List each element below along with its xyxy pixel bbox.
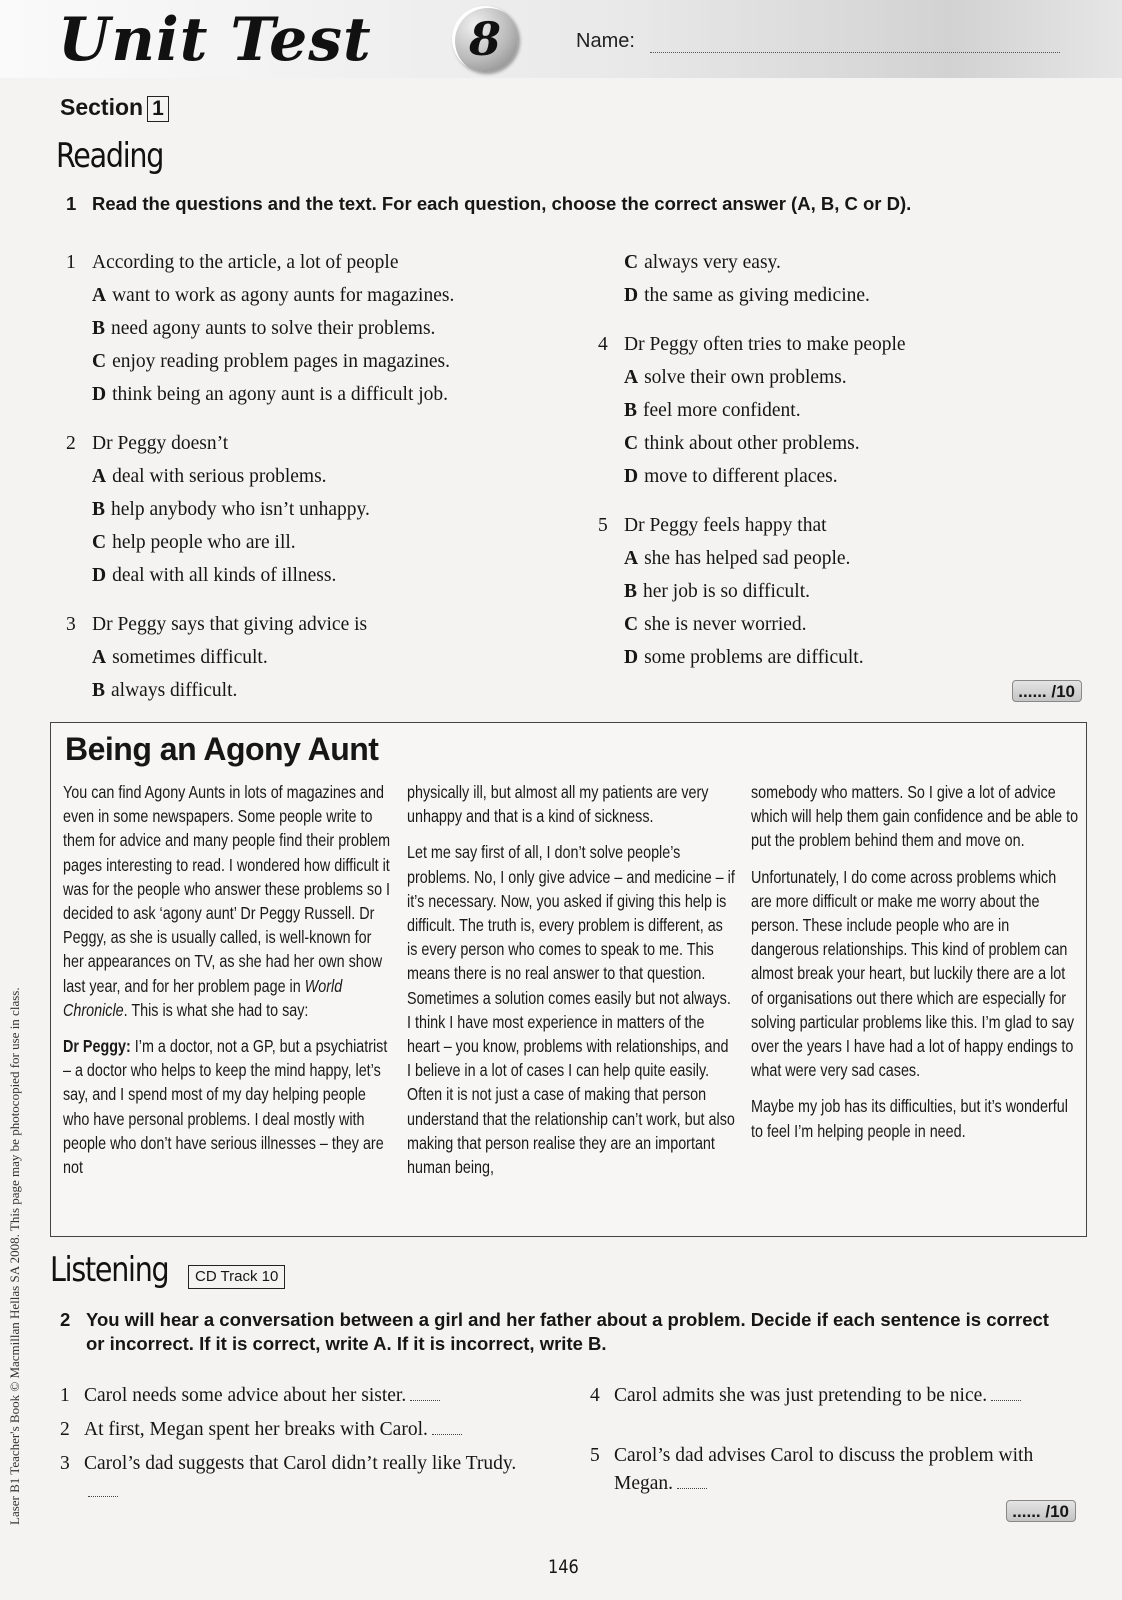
question-stem-text: Dr Peggy feels happy that	[624, 515, 827, 536]
answer-option[interactable]	[66, 460, 586, 493]
section-label-text: Section	[60, 94, 144, 120]
answer-option[interactable]	[66, 674, 586, 707]
option-text: sometimes difficult.	[112, 647, 268, 668]
answer-blank[interactable]	[88, 1482, 118, 1497]
option-text: need agony aunts to solve their problems.	[111, 318, 436, 339]
option-letter: B	[624, 581, 638, 602]
answer-option[interactable]	[598, 608, 1078, 641]
item-number: 3	[60, 1453, 70, 1474]
article-column-1	[63, 780, 391, 1191]
option-text: think about other problems.	[644, 433, 860, 454]
option-letter: A	[92, 466, 107, 487]
answer-option[interactable]	[66, 526, 586, 559]
question-number: 5	[598, 515, 608, 536]
answer-option[interactable]	[598, 542, 1078, 575]
cd-track-label: CD Track 10	[188, 1265, 285, 1289]
publication-name: World Chronicle	[63, 975, 343, 1020]
question-stem	[598, 509, 1078, 542]
article-paragraph: somebody who matters. So I give a lot of advice which will help them gain confidence and be able to put the problem behind them and move on.	[751, 782, 1079, 851]
option-letter: C	[624, 252, 639, 273]
option-letter: B	[92, 318, 106, 339]
item-text: Carol’s dad advises Carol to discuss the problem with Megan.	[614, 1445, 1034, 1494]
question-stem-text: Dr Peggy often tries to make people	[624, 334, 906, 355]
listening-instruction	[60, 1308, 1070, 1356]
name-field-line[interactable]	[650, 52, 1060, 53]
option-letter: C	[92, 532, 107, 553]
question-stem-text: According to the article, a lot of people	[92, 252, 399, 273]
article-text: . This is what she had to say:	[123, 999, 309, 1020]
answer-option[interactable]	[66, 641, 586, 674]
option-letter: D	[92, 565, 107, 586]
listening-score-box[interactable]: ...... /10	[1006, 1500, 1076, 1522]
question-stem	[66, 608, 586, 641]
instruction-number: 2	[60, 1309, 71, 1330]
article-title: Being an Agony Aunt	[65, 731, 379, 767]
question-block	[66, 246, 586, 411]
instruction-number: 1	[66, 193, 77, 214]
option-text: move to different places.	[644, 466, 838, 487]
option-letter: C	[92, 351, 107, 372]
question-stem	[598, 328, 1078, 361]
question-block	[66, 427, 586, 592]
answer-blank[interactable]	[432, 1420, 462, 1435]
answer-option[interactable]	[66, 559, 586, 592]
answer-option[interactable]	[66, 378, 586, 411]
page-number: 146	[548, 1556, 579, 1578]
option-letter: D	[624, 466, 639, 487]
article-paragraph	[63, 780, 391, 1022]
option-letter: C	[624, 614, 639, 635]
item-text: Carol admits she was just pretending to be nice.	[614, 1385, 988, 1406]
option-letter: D	[624, 647, 639, 668]
option-text: deal with serious problems.	[112, 466, 327, 487]
option-letter: A	[92, 285, 107, 306]
answer-option[interactable]	[598, 575, 1078, 608]
option-text: she is never worried.	[644, 614, 807, 635]
question-number: 4	[598, 334, 608, 355]
listening-item	[590, 1442, 1060, 1498]
reading-score-box[interactable]: ...... /10	[1012, 680, 1082, 702]
copyright-credit: Laser B1 Teacher's Book © Macmillan Hellas SA 2008. This page may be photocopied for use in class.	[7, 987, 22, 1525]
article-column-3	[751, 780, 1079, 1155]
answer-option[interactable]	[598, 394, 1078, 427]
unit-number-badge: 8	[452, 6, 518, 72]
option-letter: A	[624, 548, 639, 569]
answer-option[interactable]	[598, 427, 1078, 460]
option-text: feel more confident.	[643, 400, 801, 421]
name-label: Name:	[576, 30, 635, 52]
speaker-label: Dr Peggy:	[63, 1036, 131, 1057]
answer-option[interactable]	[598, 460, 1078, 493]
option-letter: B	[624, 400, 638, 421]
question-stem-text: Dr Peggy doesn’t	[92, 433, 229, 454]
answer-blank[interactable]	[991, 1386, 1021, 1401]
option-text: her job is so difficult.	[643, 581, 811, 602]
option-letter: B	[92, 680, 106, 701]
option-text: deal with all kinds of illness.	[112, 565, 337, 586]
option-text: always very easy.	[644, 252, 781, 273]
question-number: 2	[66, 433, 76, 454]
answer-option[interactable]	[598, 246, 1078, 279]
answer-blank[interactable]	[677, 1474, 707, 1489]
article-paragraph: Unfortunately, I do come across problems which are more difficult or make me worry about the person. These include people who are in dangerous relationships. This kind of problem can almost break your heart, but luckily there are a lot of organisations out there which are especially for solving particular problems like this. I’m glad to say over the years I have had a lot of happy endings to what were very sad cases.	[751, 866, 1075, 1081]
option-letter: D	[624, 285, 639, 306]
answer-option[interactable]	[598, 361, 1078, 394]
option-text: the same as giving medicine.	[644, 285, 870, 306]
listening-heading: Listening	[50, 1250, 169, 1290]
option-text: help people who are ill.	[112, 532, 296, 553]
option-text: want to work as agony aunts for magazines.	[112, 285, 455, 306]
answer-option[interactable]	[66, 493, 586, 526]
question-block	[598, 328, 1078, 493]
listening-item	[60, 1382, 540, 1410]
option-text: she has helped sad people.	[644, 548, 851, 569]
instruction-text: Read the questions and the text. For each question, choose the correct answer (A, B, C or D).	[92, 193, 912, 214]
article-text: I’m a doctor, not a GP, but a psychiatrist – a doctor who helps to keep the mind happy, let’s say, and I spend most of my day helping people who have personal problems. I deal mostly with people who don’t have serious illnesses – they are not	[63, 1036, 388, 1178]
option-text: think being an agony aunt is a difficult job.	[112, 384, 449, 405]
reading-heading: Reading	[56, 136, 164, 176]
item-text: Carol needs some advice about her sister.	[84, 1385, 407, 1406]
option-text: always difficult.	[111, 680, 238, 701]
question-block	[66, 608, 586, 707]
article-box	[50, 722, 1087, 1237]
item-number: 5	[590, 1445, 600, 1466]
answer-option[interactable]	[66, 279, 586, 312]
question-stem-text: Dr Peggy says that giving advice is	[92, 614, 368, 635]
answer-option[interactable]	[66, 345, 586, 378]
question-stem	[66, 246, 586, 279]
question-stem	[66, 427, 586, 460]
option-text: solve their own problems.	[644, 367, 847, 388]
option-letter: C	[624, 433, 639, 454]
item-text: At first, Megan spent her breaks with Carol.	[84, 1419, 428, 1440]
listening-item	[60, 1450, 540, 1506]
option-text: enjoy reading problem pages in magazines.	[112, 351, 450, 372]
instruction-text: You will hear a conversation between a girl and her father about a problem. Decide if each sentence is correct or incorrect. If it is correct, write A. If it is incorrect, write B.	[86, 1309, 1049, 1354]
article-paragraph: Let me say first of all, I don’t solve people’s problems. No, I only give advice – and medicine – if it’s necessary. Now, you asked if giving this help is difficult. The truth is, every problem is different, as is every person who comes to speak to me. This means there is no real answer to that question. Sometimes a solution comes easily but not always. I think I have most experience in matters of the heart – you know, problems with relationships, and I believe in a lot of cases I can help quite easily. Often it is not just a case of making that person understand that the relationship can’t work, but also making that person realise they are an important human being,	[407, 842, 735, 1178]
answer-blank[interactable]	[410, 1386, 440, 1401]
question-number: 3	[66, 614, 76, 635]
item-number: 4	[590, 1385, 600, 1406]
article-paragraph	[63, 1034, 391, 1179]
article-column-2	[407, 780, 735, 1191]
unit-title: Unit Test	[58, 5, 372, 75]
option-text: some problems are difficult.	[644, 647, 864, 668]
reading-questions-left	[66, 246, 586, 723]
answer-option[interactable]	[598, 279, 1078, 312]
option-letter: A	[624, 367, 639, 388]
option-letter: D	[92, 384, 107, 405]
reading-questions-right	[598, 246, 1078, 690]
answer-option[interactable]	[598, 641, 1078, 674]
item-number: 1	[60, 1385, 70, 1406]
reading-instruction	[66, 192, 996, 216]
option-letter: B	[92, 499, 106, 520]
listening-item	[60, 1416, 540, 1444]
article-paragraph: Maybe my job has its difficulties, but it’s wonderful to feel I’m helping people in need.	[751, 1096, 1068, 1141]
question-3-continued	[598, 246, 1078, 312]
item-number: 2	[60, 1419, 70, 1440]
question-number: 1	[66, 252, 76, 273]
listening-item	[590, 1382, 1060, 1410]
option-text: help anybody who isn’t unhappy.	[111, 499, 370, 520]
item-text: Carol’s dad suggests that Carol didn’t really like Trudy.	[84, 1453, 517, 1474]
question-block	[598, 509, 1078, 674]
answer-option[interactable]	[66, 312, 586, 345]
section-label	[60, 94, 169, 122]
article-text: You can find Agony Aunts in lots of magazines and even in some newspapers. Some people write to them for advice and many people find their problem pages interesting to read. I wondered how difficult it was for the people who answer these problems so I decided to ask ‘agony aunt’ Dr Peggy Russell. Dr Peggy, as she is usually called, is well-known for her appearances on TV, as she had her own show last year, and for her problem page in	[63, 782, 391, 996]
section-number-box: 1	[147, 96, 169, 122]
option-letter: A	[92, 647, 107, 668]
article-paragraph: physically ill, but almost all my patients are very unhappy and that is a kind of sickness.	[407, 782, 709, 827]
